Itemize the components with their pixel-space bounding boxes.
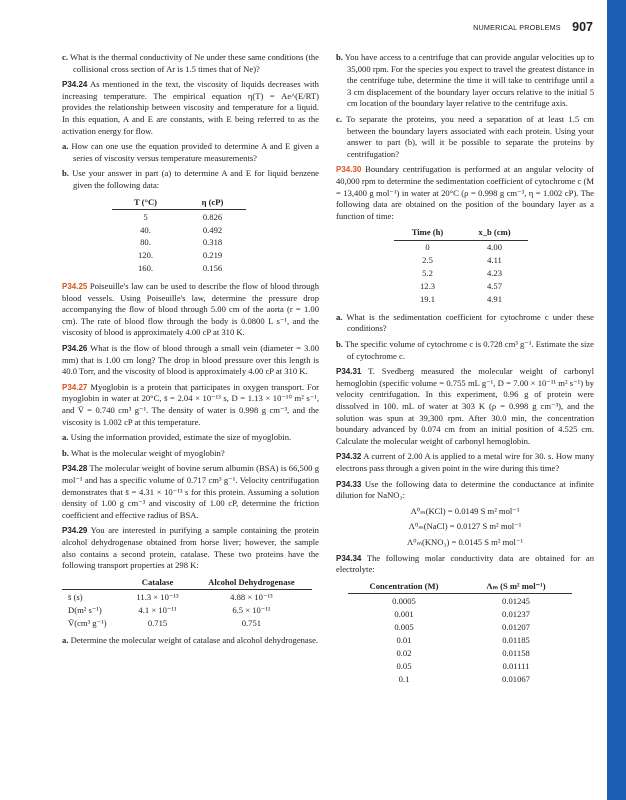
table-cell: 0.02 <box>396 647 412 658</box>
problem-part <box>62 52 319 75</box>
table-row <box>348 594 572 607</box>
table-cell: 0.715 <box>147 617 168 628</box>
table-cell: 0.001 <box>394 608 414 619</box>
table-cell: 4.11 <box>487 255 502 266</box>
part-text: Determine the molecular weight of catalase and alcohol dehydrogenase. <box>70 635 319 646</box>
problem-p34-24 <box>62 79 319 137</box>
problem-text: You are interested in purifying a sample containing the protein alcohol dehydrogenase obtained from horse liver; however, the sample also contains a second protein, catalase. These two proteins have the following transport properties at 298 K: <box>62 525 319 571</box>
problem-p34-34 <box>336 553 594 576</box>
table-row <box>394 280 528 293</box>
table-cell: 0.1 <box>398 673 410 684</box>
table-cell: 0.156 <box>202 263 223 274</box>
problem-text: Use the following data to determine the conductance at infinite dilution for NaNO₃: <box>336 478 594 501</box>
protein-table <box>62 576 312 630</box>
problem-part <box>336 114 594 160</box>
problem-p34-27 <box>62 382 319 428</box>
table-cell: 4.57 <box>486 281 503 292</box>
table-row <box>112 236 246 249</box>
column-header: T (°C) <box>112 196 179 210</box>
part-label: b. <box>336 339 343 350</box>
problem-text: The following molar conductivity data are obtained for an electrolyte: <box>336 552 595 575</box>
table-row <box>348 659 572 672</box>
problem-p34-28 <box>62 463 319 521</box>
part-label: a. <box>62 432 69 443</box>
table-cell: 19.1 <box>419 294 436 305</box>
table-cell: V̄(cm³ g⁻¹) <box>68 617 107 628</box>
table-cell: 2.5 <box>422 255 433 266</box>
equation-kcl: Λ⁰ₘ(KCl) = 0.0149 S m² mol⁻¹ <box>410 505 520 516</box>
part-label: a. <box>62 141 69 152</box>
problem-p34-32 <box>336 451 594 474</box>
problem-text: T. Svedberg measured the molecular weight of carbonyl hemoglobin (specific volume = 0.755 mL g⁻¹, D = 7.00 × 10⁻¹¹ m² s⁻¹) by velocity centrifugation. In this experiment, 0.96 g of protein were dissolved in 100. mL of water at 303 K (ρ = 0.998 g cm⁻³), and the solution was spun at 39,300 rpm. After 30.0 min, the concentration boundary advanced by 0.074 cm from an initial position of 4.525 cm. Calculate the molecular weight of carbonyl hemoglobin. <box>336 366 594 446</box>
part-label: b. <box>336 52 343 62</box>
table-cell: D(m² s⁻¹) <box>68 604 102 615</box>
problem-part <box>62 432 319 444</box>
table-cell: 0.01111 <box>502 660 530 671</box>
problem-text: Boundary centrifugation is performed at an angular velocity of 40,000 rpm to determine the sedimentation coefficient of cytochrome c (M = 13,400 g mol⁻¹) in water at 20°C (ρ = 0.998 g cm⁻³, η = 1.002 cP). The following data are obtained on the position of the boundary layer as a function of time: <box>336 164 594 221</box>
problem-part <box>62 635 319 647</box>
part-text: You have access to a centrifuge that can provide angular velocities up to 35,000 rpm. For the species you expect to travel the greatest distance in the centrifuge tube, determine the time it will take to centrifuge until a 3 cm displacement of the boundary layer occurs relative to the initial 5 cm location of the boundary layer relative to the centrifuge axis. <box>344 52 594 109</box>
table-cell: 12.3 <box>419 281 436 292</box>
table-cell: 5 <box>143 211 148 222</box>
column-header: Alcohol Dehydrogenase <box>191 576 312 590</box>
table-cell: 0.219 <box>202 250 223 261</box>
table-cell: 0.826 <box>202 211 223 222</box>
left-column <box>62 52 319 651</box>
table-row <box>112 262 246 275</box>
table-row <box>62 603 312 616</box>
right-column <box>336 52 594 691</box>
table-row <box>348 633 572 646</box>
table-row <box>62 590 312 603</box>
equation-nacl: Λ⁰ₘ(NaCl) = 0.0127 S m² mol⁻¹ <box>408 521 522 532</box>
problem-p34-26 <box>62 343 319 378</box>
table-cell: 0.01067 <box>502 673 530 684</box>
problem-text: As mentioned in the text, the viscosity of liquids decreases with increasing temperature. The empirical equation η(T) = Ae^(E/RT) provides the relationship between viscosity and temperature for a liquid. In this equation, A and E are constants, with E being referred to as the activation energy for flow. <box>62 79 319 136</box>
problem-text: Poiseuille's law can be used to describe the flow of blood through blood vessels. Using Poiseuille's law, determine the pressure drop accompanying the flow of blood through 5.00 cm of the aorta (r = 1.00 cm). The rate of blood flow through the body is 0.0800 L s⁻¹, and the viscosity of blood is approximately 4.00 cP at 310 K. <box>62 281 319 338</box>
column-header: x_b (cm) <box>461 226 528 240</box>
table-cell: 0.492 <box>202 224 223 235</box>
problem-text: Myoglobin is a protein that participates in oxygen transport. For myoglobin in water at 20°C, s̄ = 2.04 × 10⁻¹³ s, D = 1.13 × 10⁻¹⁰ m² s⁻¹, and V̄ = 0.740 cm³ g⁻¹. The density of water is 0.998 g cm⁻³, and the viscosity is 1.002 cP at this temperature. <box>62 381 319 427</box>
table-cell: 120. <box>137 250 154 261</box>
table-row <box>112 249 246 262</box>
column-header: Catalase <box>124 576 191 590</box>
page-number: 907 <box>572 20 593 34</box>
table-cell: 0.01237 <box>502 608 530 619</box>
problem-number: P34.29 <box>62 526 88 536</box>
column-header <box>62 576 124 590</box>
problem-number: P34.34 <box>336 553 362 563</box>
table-cell: 0 <box>425 242 430 253</box>
problem-text: A current of 2.00 A is applied to a metal wire for 30. s. How many electrons pass through a given point in the wire during this time? <box>336 451 594 473</box>
column-header: η (cP) <box>179 196 246 210</box>
problem-part <box>62 141 319 164</box>
problem-number: P34.33 <box>336 479 362 489</box>
part-label: a. <box>62 635 69 646</box>
part-text: Using the information provided, estimate the size of myoglobin. <box>70 432 292 443</box>
conductivity-table <box>348 580 572 685</box>
table-cell: 80. <box>140 237 151 248</box>
problem-number: P34.32 <box>336 452 362 462</box>
problem-part <box>336 312 594 335</box>
table-cell: 5.2 <box>422 268 433 279</box>
problem-p34-33 <box>336 479 594 502</box>
table-cell: 0.05 <box>396 660 412 671</box>
table-row <box>348 672 572 685</box>
part-text: What is the molecular weight of myoglobin? <box>70 447 225 458</box>
table-cell: 0.01 <box>396 634 412 645</box>
problem-p34-29 <box>62 525 319 571</box>
table-row <box>112 223 246 236</box>
table-cell: 4.88 × 10⁻¹³ <box>230 591 273 602</box>
boundary-table <box>394 226 528 306</box>
column-header: Λₘ (S m² mol⁻¹) <box>460 580 572 594</box>
table-cell: 4.23 <box>486 268 503 279</box>
table-row <box>62 616 312 629</box>
table-row <box>394 240 528 253</box>
table-cell: 0.318 <box>202 237 223 248</box>
table-cell: 0.751 <box>241 617 262 628</box>
problem-number: P34.30 <box>336 165 362 175</box>
running-header <box>473 22 593 34</box>
problem-number: P34.24 <box>62 80 88 90</box>
part-label: a. <box>336 311 343 322</box>
problem-part <box>336 52 594 110</box>
part-text: Use your answer in part (a) to determine A and E for liquid benzene given the following data: <box>72 168 319 190</box>
part-text: How can one use the equation provided to determine A and E given a series of viscosity versus temperature measurements? <box>71 141 319 163</box>
table-cell: 4.00 <box>486 242 503 253</box>
problem-p34-25 <box>62 281 319 339</box>
problem-number: P34.28 <box>62 464 88 474</box>
part-text: The specific volume of cytochrome c is 0.728 cm³ g⁻¹. Estimate the size of cytochrome c. <box>344 339 594 361</box>
viscosity-table <box>112 196 246 276</box>
problem-part <box>62 448 319 460</box>
page-edge-tab <box>607 0 626 800</box>
part-label: c. <box>336 113 342 124</box>
table-cell: 0.01207 <box>502 621 530 632</box>
column-header: Time (h) <box>394 226 461 240</box>
table-cell: 0.005 <box>394 621 414 632</box>
problem-p34-31 <box>336 366 594 447</box>
table-row <box>394 267 528 280</box>
table-cell: 11.3 × 10⁻¹³ <box>136 591 179 602</box>
table-cell: 6.5 × 10⁻¹¹ <box>232 604 271 615</box>
problem-part <box>336 339 594 362</box>
table-row <box>348 620 572 633</box>
part-text: What is the sedimentation coefficient for cytochrome c under these conditions? <box>346 311 594 334</box>
table-row <box>348 607 572 620</box>
problem-text: The molecular weight of bovine serum albumin (BSA) is 66,500 g mol⁻¹ and has a specific volume of 0.717 cm³ g⁻¹. Velocity centrifugation demonstrates that s̄ = 4.31 × 10⁻¹³ s for this protein. Assuming a solution density of 1.00 g cm⁻³ and viscosity of 1.00 cP, determine the friction coefficient and effective radius of BSA. <box>62 463 319 520</box>
problem-text: What is the flow of blood through a small vein (diameter = 3.00 mm) that is 1.00 cm long? The drop in blood pressure over this length is 40.0 Torr, and the viscosity of blood is approximately 4.00 cP at 310 K. <box>62 343 319 377</box>
table-cell: 0.01245 <box>502 595 530 606</box>
part-text: To separate the proteins, you need a separation of at least 1.5 cm between the boundary layers associated with each protein. Using your answer to part (b), will it be possible to separate the proteins by centrifugation? <box>346 113 594 159</box>
section-title: NUMERICAL PROBLEMS <box>473 23 561 32</box>
problem-number: P34.31 <box>336 367 362 377</box>
table-row <box>348 646 572 659</box>
part-label: c. <box>62 52 68 62</box>
equation-kno3: Λ⁰ₘ(KNO₃) = 0.0145 S m² mol⁻¹ <box>406 536 524 547</box>
part-text: What is the thermal conductivity of Ne under these same conditions (the collisional cross section of Ar is 1.5 times that of Ne)? <box>69 52 319 74</box>
table-cell: s̄ (s) <box>68 591 83 602</box>
table-cell: 160. <box>137 263 154 274</box>
table-row <box>394 254 528 267</box>
part-label: b. <box>62 447 69 458</box>
table-cell: 0.01185 <box>502 634 530 645</box>
table-cell: 4.91 <box>486 294 503 305</box>
column-header: Concentration (M) <box>348 580 460 594</box>
table-cell: 0.0005 <box>392 595 416 606</box>
table-cell: 0.01158 <box>502 647 530 658</box>
part-label: b. <box>62 168 69 179</box>
table-row <box>394 293 528 306</box>
problem-number: P34.27 <box>62 382 88 392</box>
problem-number: P34.26 <box>62 344 88 354</box>
problem-part <box>62 168 319 191</box>
problem-p34-30 <box>336 164 594 222</box>
table-row <box>112 210 246 223</box>
problem-number: P34.25 <box>62 282 88 292</box>
table-cell: 4.1 × 10⁻¹¹ <box>138 604 177 615</box>
table-cell: 40. <box>140 224 151 235</box>
